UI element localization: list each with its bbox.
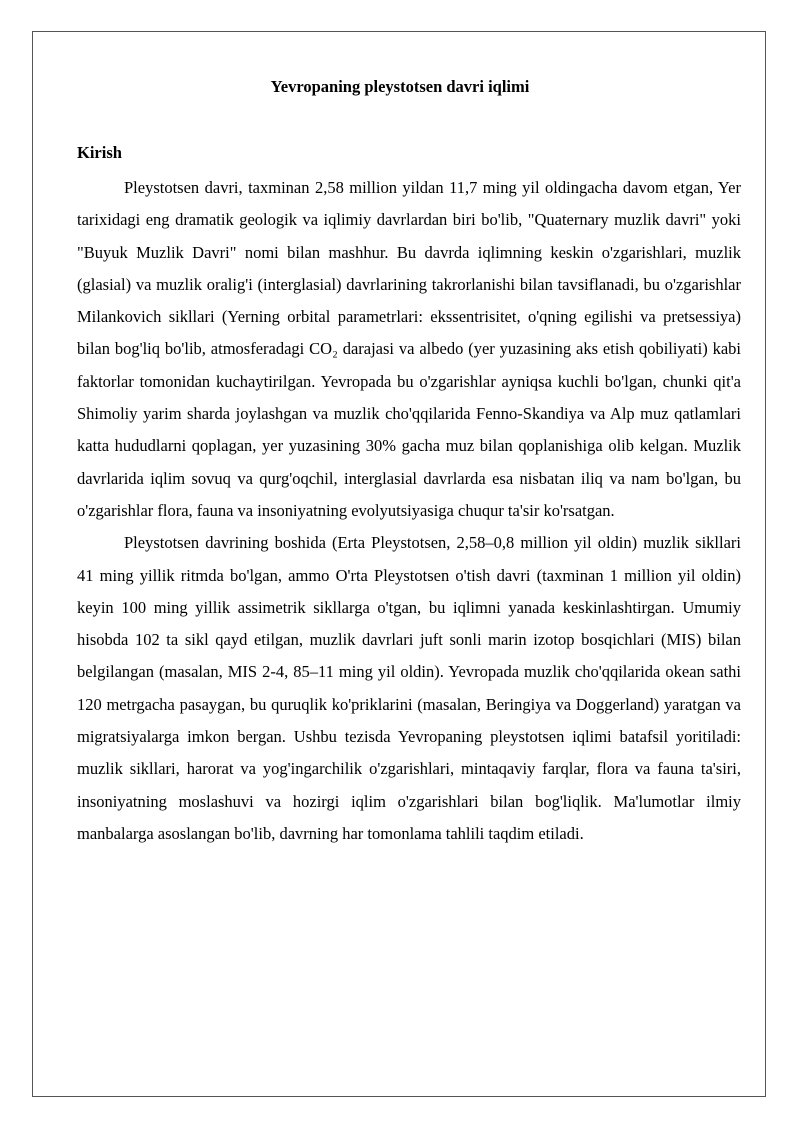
document-title: Yevropaning pleystotsen davri iqlimi <box>270 77 530 96</box>
section-heading-kirish: Kirish <box>77 143 122 162</box>
paragraph: Pleystotsen davrining boshida (Erta Pleystotsen, 2,58–0,8 million yil oldin) muzlik sikllari 41 ming yillik ritmda bo'lgan, ammo O'rta Pleystotsen o'tish davri (taxminan 1 million yil oldin) keyin 100 ming yillik assimetrik sikllarga o'tgan, bu iqlimni yanada keskinlashtirgan. Umumiy hisobda 102 ta sikl qayd etilgan, muzlik davrlari juft sonli marin izotop bosqichlari (MIS) bilan belgilangan (masalan, MIS 2-4, 85–11 ming yil oldin). Yevropada muzlik cho'qqilarida okean sathi 120 metrgacha pasaygan, bu quruqlik ko'priklarini (masalan, Beringiya va Doggerland) yaratgan va migratsiyalarga imkon bergan. Ushbu tezisda Yevropaning pleystotsen iqlimi batafsil yoritiladi: muzlik sikllari, harorat va yog'ingarchilik o'zgarishlari, mintaqaviy farqlar, flora va fauna ta'siri, insoniyatning moslashuvi va hozirgi iqlim o'zgarishlari bilan bog'liqlik. Ma'lumotlar ilmiy manbalarga asoslangan bo'lib, davrning har tomonlama tahlili taqdim etiladi. <box>77 533 741 843</box>
paragraph: Pleystotsen davri, taxminan 2,58 million yildan 11,7 ming yil oldingacha davom etgan, Yer tarixidagi eng dramatik geologik va iqlimiy davrlardan biri bo'lib, "Quaternary muzlik davri" yoki "Buyuk Muzlik Davri" nomi bilan mashhur. Bu davrda iqlimning keskin o'zgarishlari, muzlik (glasial) va muzlik oralig'i (interglasial) davrlarining takrorlanishi bilan tavsiflanadi, bu o'zgarishlar Milankovich sikllari (Yerning orbital parametrlari: ekssentrisitet, o'qning egilishi va pretsessiya) bilan bog'liq bo'lib, atmosferadagi CO₂ darajasi va albedo (yer yuzasining aks etish qobiliyati) kabi faktorlar tomonidan kuchaytirilgan. Yevropada bu o'zgarishlar ayniqsa kuchli bo'lgan, chunki qit'a Shimoliy yarim sharda joylashgan va muzlik cho'qqilarida Fenno-Skandiya va Alp muz qatlamlari katta hududlarni qoplagan, yer yuzasining 30% gacha muz bilan qoplanishiga olib kelgan. Muzlik davrlarida iqlim sovuq va qurg'oqchil, interglasial davrlarda esa nisbatan iliq va nam bo'lgan, bu o'zgarishlar flora, fauna va insoniyatning evolyutsiyasiga chuqur ta'sir ko'rsatgan. <box>77 178 741 520</box>
document-body <box>77 172 741 850</box>
